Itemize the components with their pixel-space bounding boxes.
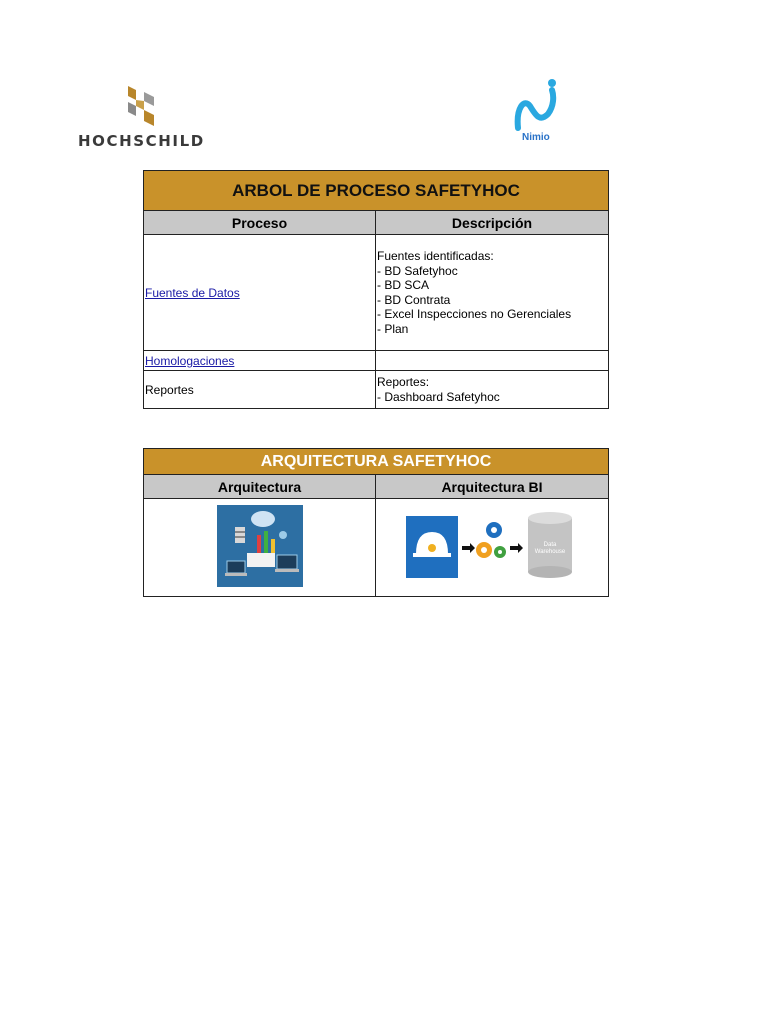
data-warehouse-label-2: Warehouse	[534, 549, 566, 555]
architecture-title: ARQUITECTURA SAFETYHOC	[144, 449, 609, 475]
header-arquitectura: Arquitectura	[144, 475, 376, 499]
architecture-image-cell	[144, 499, 376, 597]
reportes-cell: Reportes	[144, 371, 376, 409]
process-tree-table	[143, 170, 609, 409]
safety-helmet-icon	[406, 516, 458, 578]
gears-icon	[476, 522, 506, 558]
architecture-table	[143, 448, 609, 597]
nimio-logo	[510, 78, 566, 148]
header-description: Descripción	[376, 211, 609, 235]
data-warehouse-label-1: Data	[543, 542, 557, 548]
homologaciones-description	[376, 351, 609, 371]
table-row	[144, 351, 609, 371]
hochschild-emblem-icon	[126, 84, 156, 128]
hochschild-logo	[76, 84, 212, 152]
architecture-bi-cell	[376, 499, 609, 597]
nimio-emblem-icon	[510, 78, 566, 134]
bi-pipeline-diagram	[404, 510, 580, 582]
homologaciones-link[interactable]: Homologaciones	[145, 353, 235, 368]
process-tree-title: ARBOL DE PROCESO SAFETYHOC	[144, 171, 609, 211]
hochschild-wordmark: HOCHSCHILD	[78, 132, 205, 150]
header-arquitectura-bi: Arquitectura BI	[376, 475, 609, 499]
header-process: Proceso	[144, 211, 376, 235]
fuentes-description: Fuentes identificadas: - BD Safetyhoc - BD SCA - BD Contrata - Excel Inspecciones no Gerenciales - Plan	[376, 235, 609, 351]
table-row	[144, 371, 609, 409]
fuentes-de-datos-link[interactable]: Fuentes de Datos	[145, 285, 240, 300]
data-warehouse-icon	[528, 512, 572, 578]
table-row	[144, 235, 609, 351]
reportes-description: Reportes: - Dashboard Safetyhoc	[376, 371, 609, 409]
arrow-right-icon	[462, 543, 475, 553]
arrow-right-icon	[510, 543, 523, 553]
nimio-wordmark: Nimio	[522, 132, 550, 143]
architecture-illustration-icon	[217, 505, 303, 587]
